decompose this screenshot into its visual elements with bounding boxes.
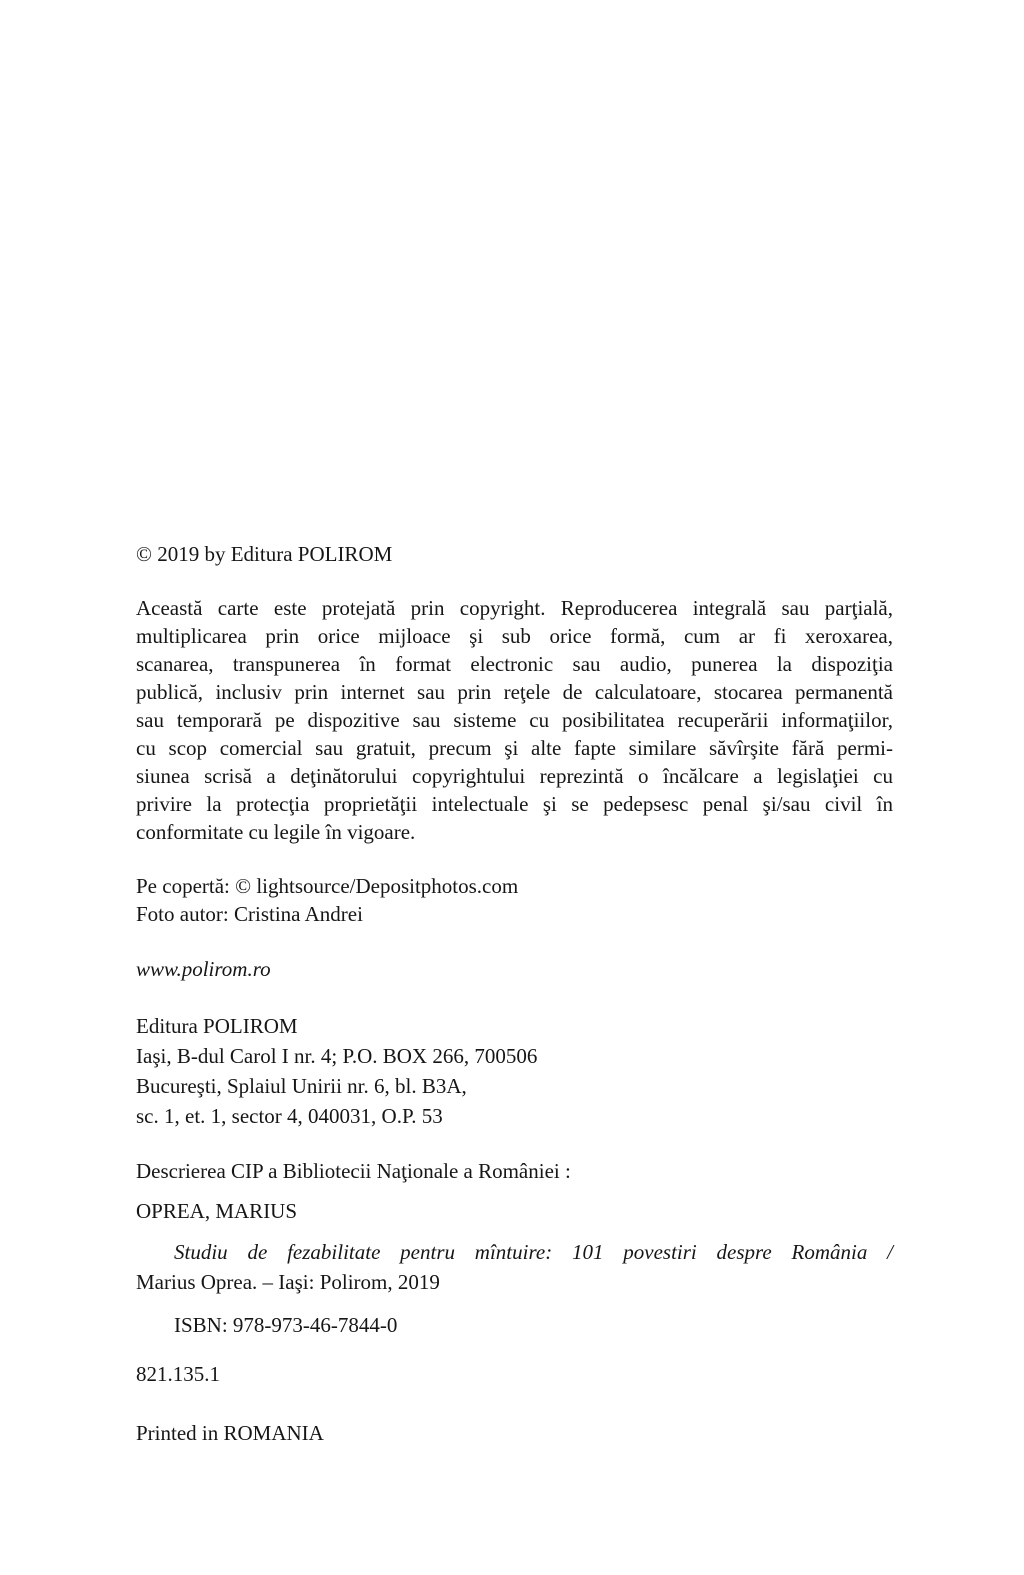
notice-line: cu scop comercial sau gratuit, precum şi alte fapte similare săvîrşite fără permi- <box>136 736 893 760</box>
notice-line: siunea scrisă a deţinătorului copyrightului reprezintă o încălcare a legislaţiei cu <box>136 764 893 788</box>
cip-author: OPREA, MARIUS <box>136 1199 298 1223</box>
publisher-address-iasi: Iaşi, B-dul Carol I nr. 4; P.O. BOX 266, 700506 <box>136 1044 538 1068</box>
cip-title-continuation: Marius Oprea. – Iaşi: Polirom, 2019 <box>136 1270 440 1294</box>
notice-line: conformitate cu legile în vigoare. <box>136 820 416 844</box>
copyright-notice <box>136 594 893 846</box>
publisher-address-bucuresti: Bucureşti, Splaiul Unirii nr. 6, bl. B3A, <box>136 1074 467 1098</box>
cover-credit: Pe copertă: © lightsource/Depositphotos.com <box>136 874 519 898</box>
publisher-name: Editura POLIROM <box>136 1014 298 1038</box>
publisher-block <box>136 1011 893 1131</box>
notice-line: privire la protecţia proprietăţii intelectuale şi se pedepsesc penal şi/sau civil în <box>136 792 893 816</box>
notice-line: sau temporară pe dispozitive sau sisteme cu posibilitatea recuperării informaţiilor, <box>136 708 893 732</box>
notice-line: Această carte este protejată prin copyright. Reproducerea integrală sau parţială, <box>136 596 893 620</box>
printed-in: Printed in ROMANIA <box>136 1421 324 1445</box>
photo-credit: Foto autor: Cristina Andrei <box>136 902 363 926</box>
notice-line: multiplicarea prin orice mijloace şi sub orice formă, cum ar fi xeroxarea, <box>136 624 893 648</box>
publisher-address-detail: sc. 1, et. 1, sector 4, 040031, O.P. 53 <box>136 1104 443 1128</box>
publisher-website: www.polirom.ro <box>136 957 271 981</box>
notice-line: publică, inclusiv prin internet sau prin reţele de calculatoare, stocarea permanentă <box>136 680 893 704</box>
copyright-line: © 2019 by Editura POLIROM <box>136 542 393 566</box>
isbn: ISBN: 978-973-46-7844-0 <box>174 1313 398 1337</box>
copyright-page <box>136 540 893 1447</box>
credits-block <box>136 872 893 928</box>
cip-heading: Descrierea CIP a Bibliotecii Naţionale a României : <box>136 1159 571 1183</box>
cip-book-title: Studiu de fezabilitate pentru mîntuire: 101 povestiri despre România / <box>174 1240 893 1264</box>
cip-title-block <box>136 1237 893 1297</box>
udc-number: 821.135.1 <box>136 1362 220 1386</box>
notice-line: scanarea, transpunerea în format electronic sau audio, punerea la dispoziţia <box>136 652 893 676</box>
